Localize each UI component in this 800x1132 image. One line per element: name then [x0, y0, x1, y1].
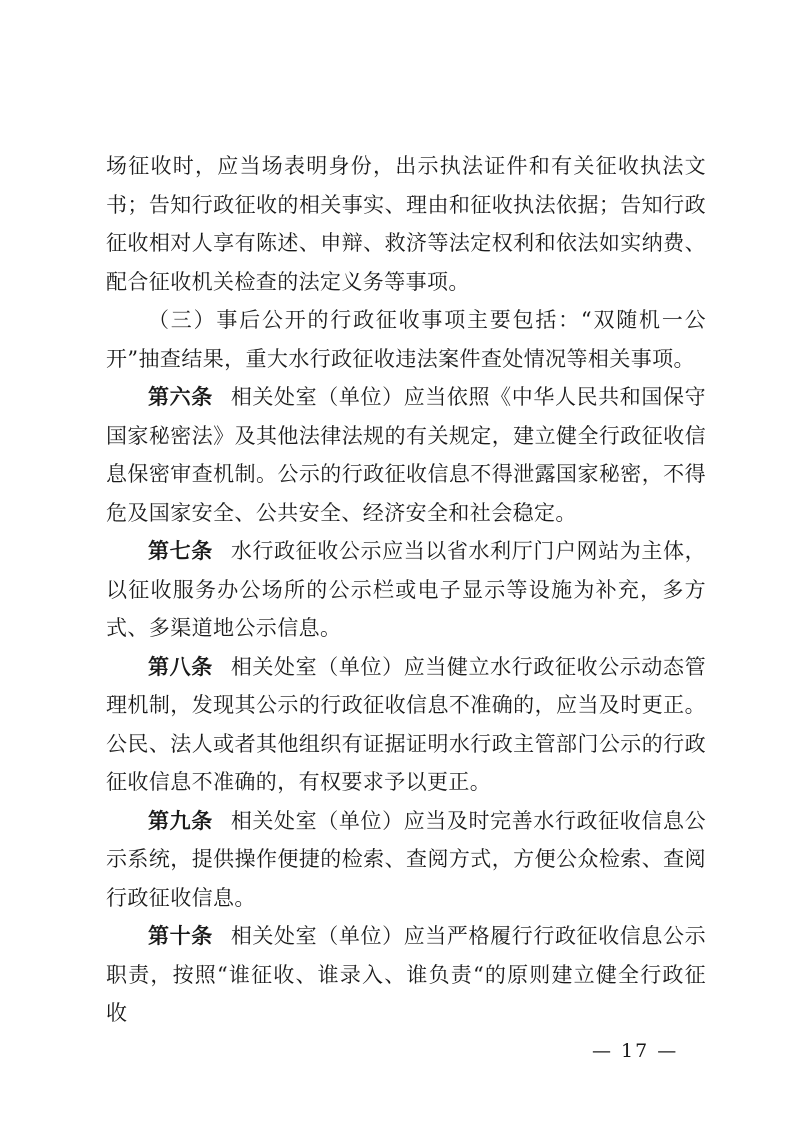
paragraph-text: 场征收时，应当场表明身份，出示执法证件和有关征收执法文书；告知行政征收的相关事实、理由和征收执法依据；告知行政征收相对人享有陈述、申辩、救济等法定权利和依法如实纳费、配合征收机关检查的法定义务等事项。 [106, 154, 706, 294]
paragraph-article-6 [106, 378, 706, 532]
paragraph-article-7 [106, 532, 706, 648]
article-label: 第七条 [148, 539, 213, 563]
paragraph-item-three [106, 301, 706, 378]
article-label: 第六条 [148, 385, 213, 409]
page-number: — 17 — [592, 1040, 679, 1062]
paragraph-continuation [106, 147, 706, 301]
article-label: 第十条 [148, 924, 213, 948]
article-label: 第九条 [148, 808, 213, 833]
paragraph-text: 相关处室（单位）应当健立水行政征收公示动态管理机制，发现其公示的行政征收信息不准确的，应当及时更正。公民、法人或者其他组织有证据证明水行政主管部门公示的行政征收信息不准确的，有权要求予以更正。 [106, 654, 706, 794]
paragraph-article-9 [106, 802, 706, 918]
paragraph-text: （三）事后公开的行政征收事项主要包括：“双随机一公开”抽查结果，重大水行政征收违法案件查处情况等相关事项。 [106, 308, 706, 371]
article-label: 第八条 [148, 654, 213, 679]
paragraph-text: 相关处室（单位）应当及时完善水行政征收信息公示系统，提供操作便捷的检索、查阅方式，方便公众检索、查阅行政征收信息。 [106, 808, 706, 910]
paragraph-text: 水行政征收公示应当以省水利厅门户网站为主体，以征收服务办公场所的公示栏或电子显示等设施为补充，多方式、多渠道地公示信息。 [106, 539, 706, 640]
body-text [106, 147, 706, 1033]
paragraph-text: 相关处室（单位）应当严格履行行政征收信息公示职责，按照“谁征收、谁录入、谁负责“的原则建立健全行政征收 [106, 924, 706, 1025]
paragraph-article-10 [106, 917, 706, 1033]
paragraph-article-8 [106, 648, 706, 802]
paragraph-text: 相关处室（单位）应当依照《中华人民共和国保守国家秘密法》及其他法律法规的有关规定，建立健全行政征收信息保密审查机制。公示的行政征收信息不得泄露国家秘密，不得危及国家安全、公共安全、经济安全和社会稳定。 [106, 385, 706, 525]
